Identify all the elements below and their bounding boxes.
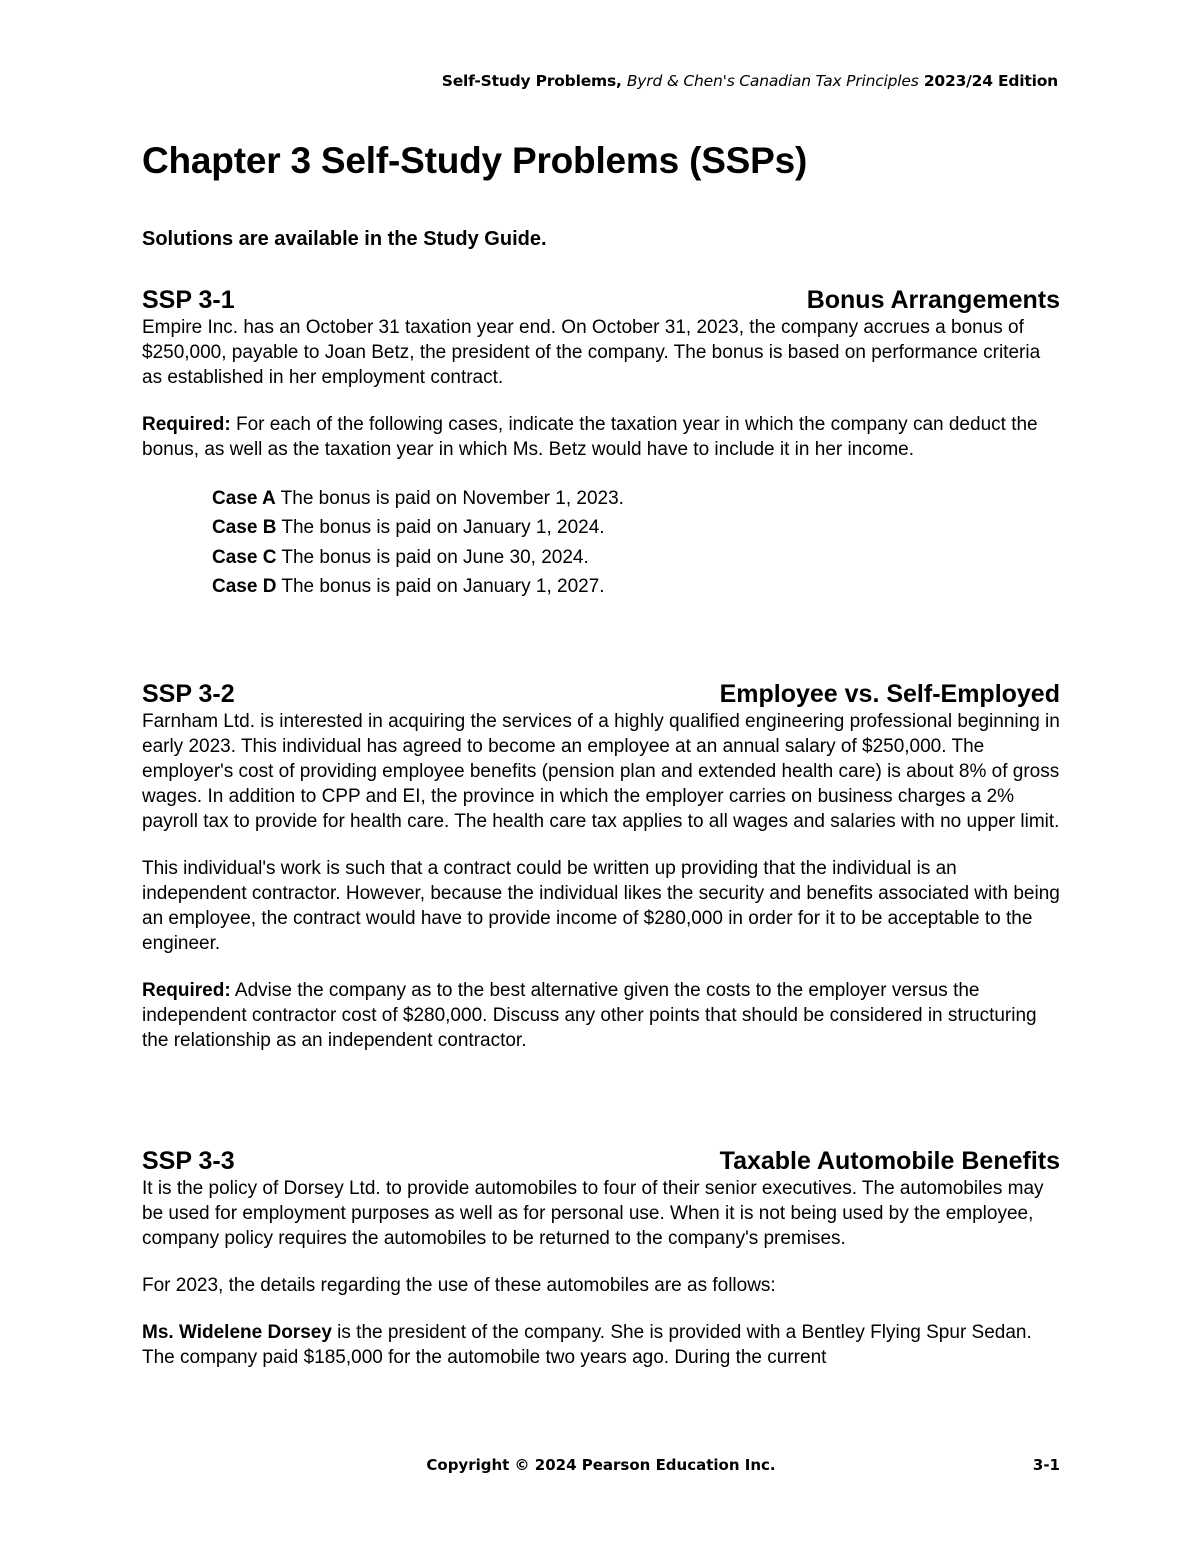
case-list — [212, 484, 1060, 601]
ssp-3-1-label: SSP 3-1 — [142, 286, 235, 314]
ssp-3-1-required — [142, 412, 1060, 462]
ssp-3-2-para-2: This individual's work is such that a contract could be written up providing that the individual is an independent contractor. However, because the individual likes the security and benefits associated with being an employee, the contract would have to provide income of $280,000 in order for it to be acceptable to the engineer. — [142, 858, 1060, 954]
ssp-3-1-intro: Empire Inc. has an October 31 taxation year end. On October 31, 2023, the company accrues a bonus of $250,000, payable to Joan Betz, the president of the company. The bonus is based on performance criteria as established in her employment contract. — [142, 317, 1041, 388]
ssp-3-3-heading — [142, 1146, 1060, 1176]
case-text: The bonus is paid on November 1, 2023. — [275, 488, 624, 509]
copyright-notice: Copyright © 2024 Pearson Education Inc. — [426, 1456, 776, 1474]
case-text: The bonus is paid on June 30, 2024. — [276, 546, 589, 568]
required-label: Required: — [142, 414, 231, 435]
case-label: Case B — [212, 517, 277, 539]
ssp-3-3-para-2: For 2023, the details regarding the use of these automobiles are as follows: — [142, 1275, 776, 1296]
case-item — [212, 484, 1060, 513]
ssp-3-1-heading — [142, 285, 1060, 315]
ssp-3-2-topic: Employee vs. Self-Employed — [719, 680, 1060, 708]
ssp-3-3-label: SSP 3-3 — [142, 1147, 235, 1175]
ssp-3-1-section — [142, 285, 1060, 601]
page-footer — [142, 1456, 1060, 1480]
header-lead: Self-Study Problems, — [441, 72, 627, 90]
case-item — [212, 543, 1060, 572]
ssp-3-2-label: SSP 3-2 — [142, 680, 235, 708]
ssp-3-2-para-1: Farnham Ltd. is interested in acquiring the services of a highly qualified engineering professional beginning in early 2023. This individual has agreed to become an employee at an annual salary of $250,000. The employer's cost of providing employee benefits (pension plan and extended health care) is about 8% of gross wages. In addition to CPP and EI, the province in which the employer carries on business charges a 2% payroll tax to provide for health care. The health care tax applies to all wages and salaries with no upper limit. — [142, 711, 1060, 832]
ssp-3-3-para-3 — [142, 1320, 1060, 1370]
case-item — [212, 513, 1060, 542]
header-book-title: Byrd & Chen's Canadian Tax Principles — [626, 72, 919, 90]
executive-text: is the president of the company. She is provided with a Bentley Flying Spur Sedan. The company paid $185,000 for the automobile two years ago. During the current — [142, 1322, 1032, 1368]
chapter-title: Chapter 3 Self-Study Problems (SSPs) — [142, 140, 808, 181]
ssp-3-3-topic: Taxable Automobile Benefits — [719, 1147, 1060, 1175]
case-item — [212, 572, 1060, 601]
case-label: Case D — [212, 575, 277, 597]
case-text: The bonus is paid on January 1, 2024. — [276, 517, 605, 539]
ssp-3-2-required — [142, 978, 1060, 1053]
case-label: Case A — [212, 488, 276, 509]
case-label: Case C — [212, 546, 277, 568]
ssp-3-2-section — [142, 679, 1060, 1075]
ssp-3-1-topic: Bonus Arrangements — [806, 286, 1060, 314]
page-number: 3-1 — [1032, 1456, 1060, 1474]
ssp-3-3-para-1: It is the policy of Dorsey Ltd. to provide automobiles to four of their senior executives. The automobiles may be used for employment purposes as well as for personal use. When it is not being used by the employee, company policy requires the automobiles to be returned to the company's premises. — [142, 1178, 1044, 1249]
running-header — [442, 72, 1058, 90]
required-text: For each of the following cases, indicate the taxation year in which the company can deduct the bonus, as well as the taxation year in which Ms. Betz would have to include it in her income. — [142, 414, 1038, 460]
solutions-note: Solutions are available in the Study Guide. — [142, 228, 547, 250]
ssp-3-3-section — [142, 1146, 1060, 1392]
ssp-3-2-heading — [142, 679, 1060, 709]
case-text: The bonus is paid on January 1, 2027. — [276, 575, 605, 597]
header-edition: 2023/24 Edition — [918, 72, 1058, 90]
required-text: Advise the company as to the best alternative given the costs to the employer versus the independent contractor cost of $280,000. Discuss any other points that should be considered in structuring the relationship as an independent contractor. — [142, 980, 1037, 1051]
executive-name: Ms. Widelene Dorsey — [142, 1322, 332, 1343]
required-label: Required: — [142, 980, 231, 1001]
